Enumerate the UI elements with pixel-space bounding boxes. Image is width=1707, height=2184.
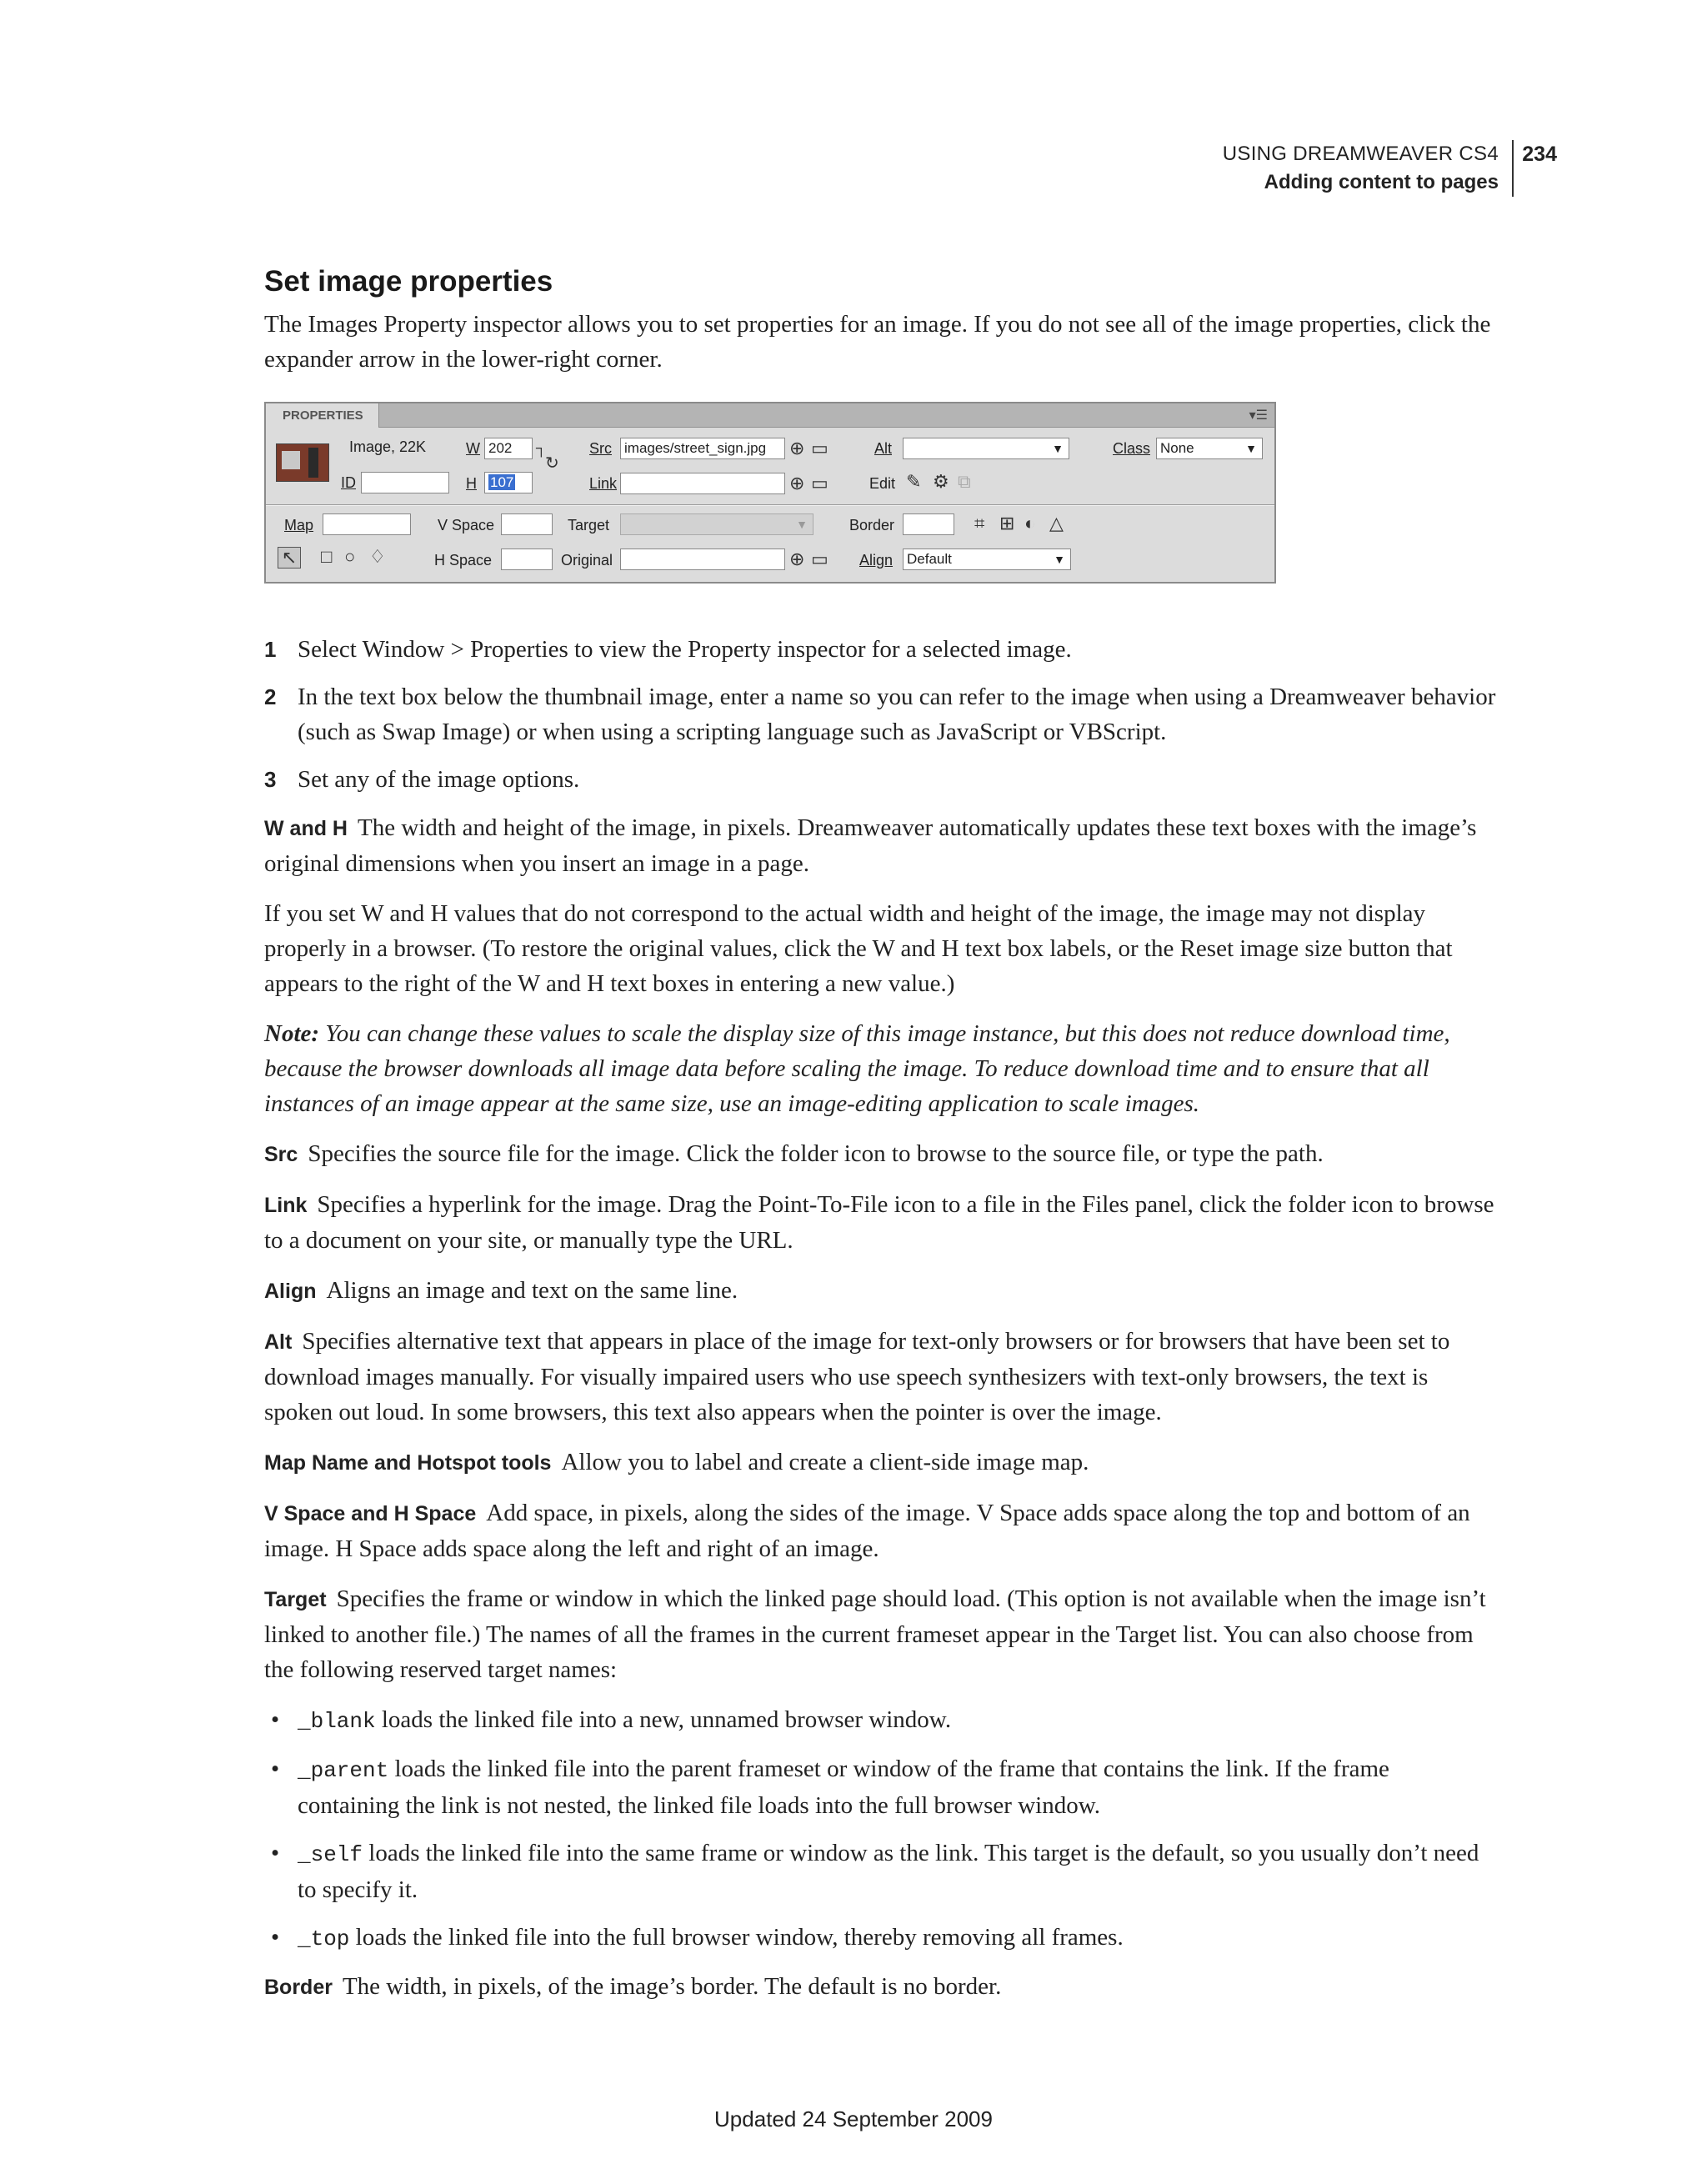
list-item [264, 1836, 1496, 1907]
bullet-icon: • [271, 1924, 280, 1951]
src-label: Src [589, 440, 612, 457]
main-content [264, 265, 1496, 2020]
link-label: Link [589, 475, 618, 492]
target-label: Target [568, 517, 610, 533]
step-text: Set any of the image options. [298, 766, 580, 793]
term-space [264, 1495, 1496, 1566]
chevron-down-icon: ▼ [1245, 442, 1257, 455]
term-target [264, 1581, 1496, 1687]
chevron-down-icon: ▼ [796, 518, 808, 531]
map-input[interactable] [323, 513, 411, 535]
vspace-input[interactable] [501, 513, 553, 535]
map-label: Map [284, 517, 314, 533]
target-code: _top [298, 1926, 350, 1951]
h-input[interactable] [484, 472, 533, 493]
alt-label: Alt [874, 440, 893, 457]
optimize-icon[interactable]: ⚙ [933, 471, 949, 492]
bullet-icon: • [271, 1840, 280, 1866]
rectangle-hotspot-icon[interactable]: □ [321, 546, 333, 567]
page-number: 234 [1522, 143, 1557, 166]
src-input[interactable]: images/street_sign.jpg [620, 438, 785, 459]
tab-properties[interactable]: PROPERTIES [266, 403, 379, 428]
term-name: W and H [264, 817, 348, 840]
chevron-down-icon: ▼ [1054, 553, 1065, 566]
h-value: 107 [490, 474, 514, 490]
wh-paragraph: If you set W and H values that do not correspond to the actual width and height of the image, the image may not display properly in a browser. (To restore the original values, click the W and H text box labels, or the Reset image size button that appears to the right of the W and H text boxes in entering a new value.) [264, 900, 1453, 997]
bullet-icon: • [271, 1756, 280, 1782]
vspace-label: V Space [438, 517, 495, 533]
src-point-to-file-icon[interactable]: ⊕ [789, 438, 805, 458]
step-text: Select Window > Properties to view the Property inspector for a selected image. [298, 636, 1072, 663]
panel-divider [266, 504, 1274, 506]
edit-pencil-icon[interactable]: ✎ [906, 471, 922, 492]
hspace-input[interactable] [501, 549, 553, 570]
brightness-contrast-icon[interactable]: ◐ [1024, 513, 1036, 533]
term-text: Add space, in pixels, along the sides of the image. V Space adds space along the top and bottom of an image. H Space adds space along the left and right of an image. [264, 1500, 1470, 1562]
term-text: Aligns an image and text on the same line. [326, 1277, 738, 1304]
term-src [264, 1136, 1496, 1172]
section-title: Set image properties [264, 265, 553, 298]
crop-icon[interactable]: ⧉ [958, 471, 971, 492]
term-map [264, 1445, 1496, 1480]
list-item [264, 679, 1496, 749]
term-text: Specifies the frame or window in which the linked page should load. (This option is not available when the image isn’t linked to another file.) The names of all the frames in the current frameset appear in the Target list. You can also choose from the following reserved target names: [264, 1585, 1486, 1683]
term-alt [264, 1324, 1496, 1430]
image-thumbnail [276, 443, 329, 482]
term-text: The width, in pixels, of the image’s border. The default is no border. [342, 1973, 1002, 2000]
term-name: V Space and H Space [264, 1502, 477, 1525]
target-select[interactable] [620, 513, 813, 535]
src-folder-icon[interactable]: ▭ [811, 438, 828, 458]
term-border [264, 1969, 1496, 2005]
property-inspector-figure [264, 402, 1276, 584]
original-label: Original [561, 552, 613, 569]
term-text: The width and height of the image, in pixels. Dreamweaver automatically updates these text boxes with the image’s original dimensions when you insert an image in a page. [264, 814, 1477, 877]
list-item [264, 762, 1496, 797]
hspace-label: H Space [434, 552, 493, 569]
term-w-and-h [264, 810, 1496, 881]
h-label[interactable]: H [466, 475, 477, 492]
edit-label: Edit [869, 475, 896, 492]
original-folder-icon[interactable]: ▭ [811, 549, 828, 569]
note-label: Note: [264, 1020, 320, 1047]
step-number: 3 [264, 767, 277, 792]
class-label: Class [1113, 440, 1151, 457]
term-name: Target [264, 1588, 327, 1611]
list-item [264, 1702, 1496, 1739]
step-text: In the text box below the thumbnail image, enter a name so you can refer to the image when using a Dreamweaver behavior (such as Swap Image) or when using a scripting language such as JavaScript or VBScript. [298, 684, 1496, 745]
link-input[interactable] [620, 473, 785, 494]
align-value: Default [907, 551, 952, 567]
term-name: Alt [264, 1330, 293, 1354]
align-label: Align [859, 552, 894, 569]
list-item [264, 1920, 1496, 1956]
steps-list [264, 632, 1496, 797]
term-name: Align [264, 1280, 317, 1303]
term-name: Map Name and Hotspot tools [264, 1451, 552, 1475]
w-input[interactable]: 202 [484, 438, 533, 459]
target-text: loads the linked file into the parent frameset or window of the frame that contains the link. If the frame containing the link is not nested, the linked file loads into the full browser window. [298, 1756, 1389, 1819]
step-number: 1 [264, 637, 277, 662]
target-code: _blank [298, 1709, 376, 1734]
target-text: loads the linked file into the full browser window, thereby removing all frames. [349, 1924, 1124, 1951]
target-text: loads the linked file into the same frame or window as the link. This target is the default, so you usually don’t need to specify it. [298, 1840, 1479, 1903]
border-input[interactable] [903, 513, 954, 535]
panel-menu-icon[interactable]: ▾☰ [1249, 408, 1268, 423]
original-point-to-file-icon[interactable]: ⊕ [789, 549, 805, 569]
term-align [264, 1273, 1496, 1309]
page-footer: Updated 24 September 2009 [714, 2106, 993, 2131]
term-text: Specifies a hyperlink for the image. Drag the Point-To-File icon to a file in the Files panel, click the folder icon to browse to a document on your site, or manually type the URL. [264, 1191, 1494, 1254]
reset-size-bracket-icon: ┐ [536, 439, 547, 456]
list-item [264, 632, 1496, 667]
class-value: None [1160, 440, 1194, 456]
intro-paragraph: The Images Property inspector allows you to set properties for an image. If you do not see all of the image properties, click the expander arrow in the lower-right corner. [264, 311, 1491, 373]
note-paragraph [264, 1016, 1496, 1121]
term-name: Src [264, 1143, 298, 1166]
header-product: USING DREAMWEAVER CS4 [1222, 143, 1499, 165]
sharpen-icon[interactable]: △ [1049, 513, 1064, 533]
note-text: You can change these values to scale the display size of this image instance, but this does not reduce download time, because the browser downloads all image data before scaling the image. To reduce download time and to ensure that all instances of an image appear at the same size, use an image-editing application to scale images. [264, 1020, 1450, 1117]
w-label[interactable]: W [466, 440, 480, 457]
term-name: Link [264, 1194, 308, 1217]
link-point-to-file-icon[interactable]: ⊕ [789, 473, 805, 493]
circle-hotspot-icon[interactable]: ○ [344, 546, 356, 567]
chevron-down-icon: ▼ [1052, 442, 1064, 455]
border-label: Border [849, 517, 895, 533]
term-link [264, 1187, 1496, 1258]
header-section: Adding content to pages [1264, 171, 1499, 193]
target-code: _parent [298, 1758, 389, 1783]
term-name: Border [264, 1976, 333, 1999]
id-input[interactable] [361, 472, 449, 493]
link-folder-icon[interactable]: ▭ [811, 473, 828, 493]
panel-tabbar [266, 403, 1274, 428]
crop-tool-icon[interactable]: ⌗ [974, 513, 985, 533]
reset-size-icon[interactable]: ↻ [545, 454, 559, 473]
target-names-list [264, 1702, 1496, 1956]
pointer-hotspot-icon[interactable]: ↖ [278, 547, 301, 569]
target-code: _self [298, 1842, 363, 1867]
image-size-label: Image, 22K [349, 438, 427, 455]
bullet-icon: • [271, 1706, 280, 1733]
alt-select[interactable] [903, 438, 1069, 459]
polygon-hotspot-icon[interactable]: ♢ [369, 546, 386, 567]
list-item [264, 1751, 1496, 1823]
align-select[interactable] [903, 549, 1071, 570]
id-label: ID [341, 474, 356, 491]
class-select[interactable] [1156, 438, 1263, 459]
term-text: Specifies alternative text that appears in place of the image for text-only browsers or for browsers that have been set to download images manually. For visually impaired users who use speech synthesizers with text-only browsers, the text is spoken out loud. In some browsers, this text also appears when the pointer is over the image. [264, 1328, 1450, 1425]
resample-icon[interactable]: ⊞ [999, 513, 1015, 533]
running-header [1223, 140, 1514, 197]
term-text: Specifies the source file for the image. Click the folder icon to browse to the source file, or type the path. [308, 1140, 1324, 1167]
step-number: 2 [264, 684, 277, 709]
term-text: Allow you to label and create a client-side image map. [561, 1449, 1089, 1475]
original-input[interactable] [620, 549, 785, 570]
target-text: loads the linked file into a new, unnamed browser window. [375, 1706, 952, 1733]
